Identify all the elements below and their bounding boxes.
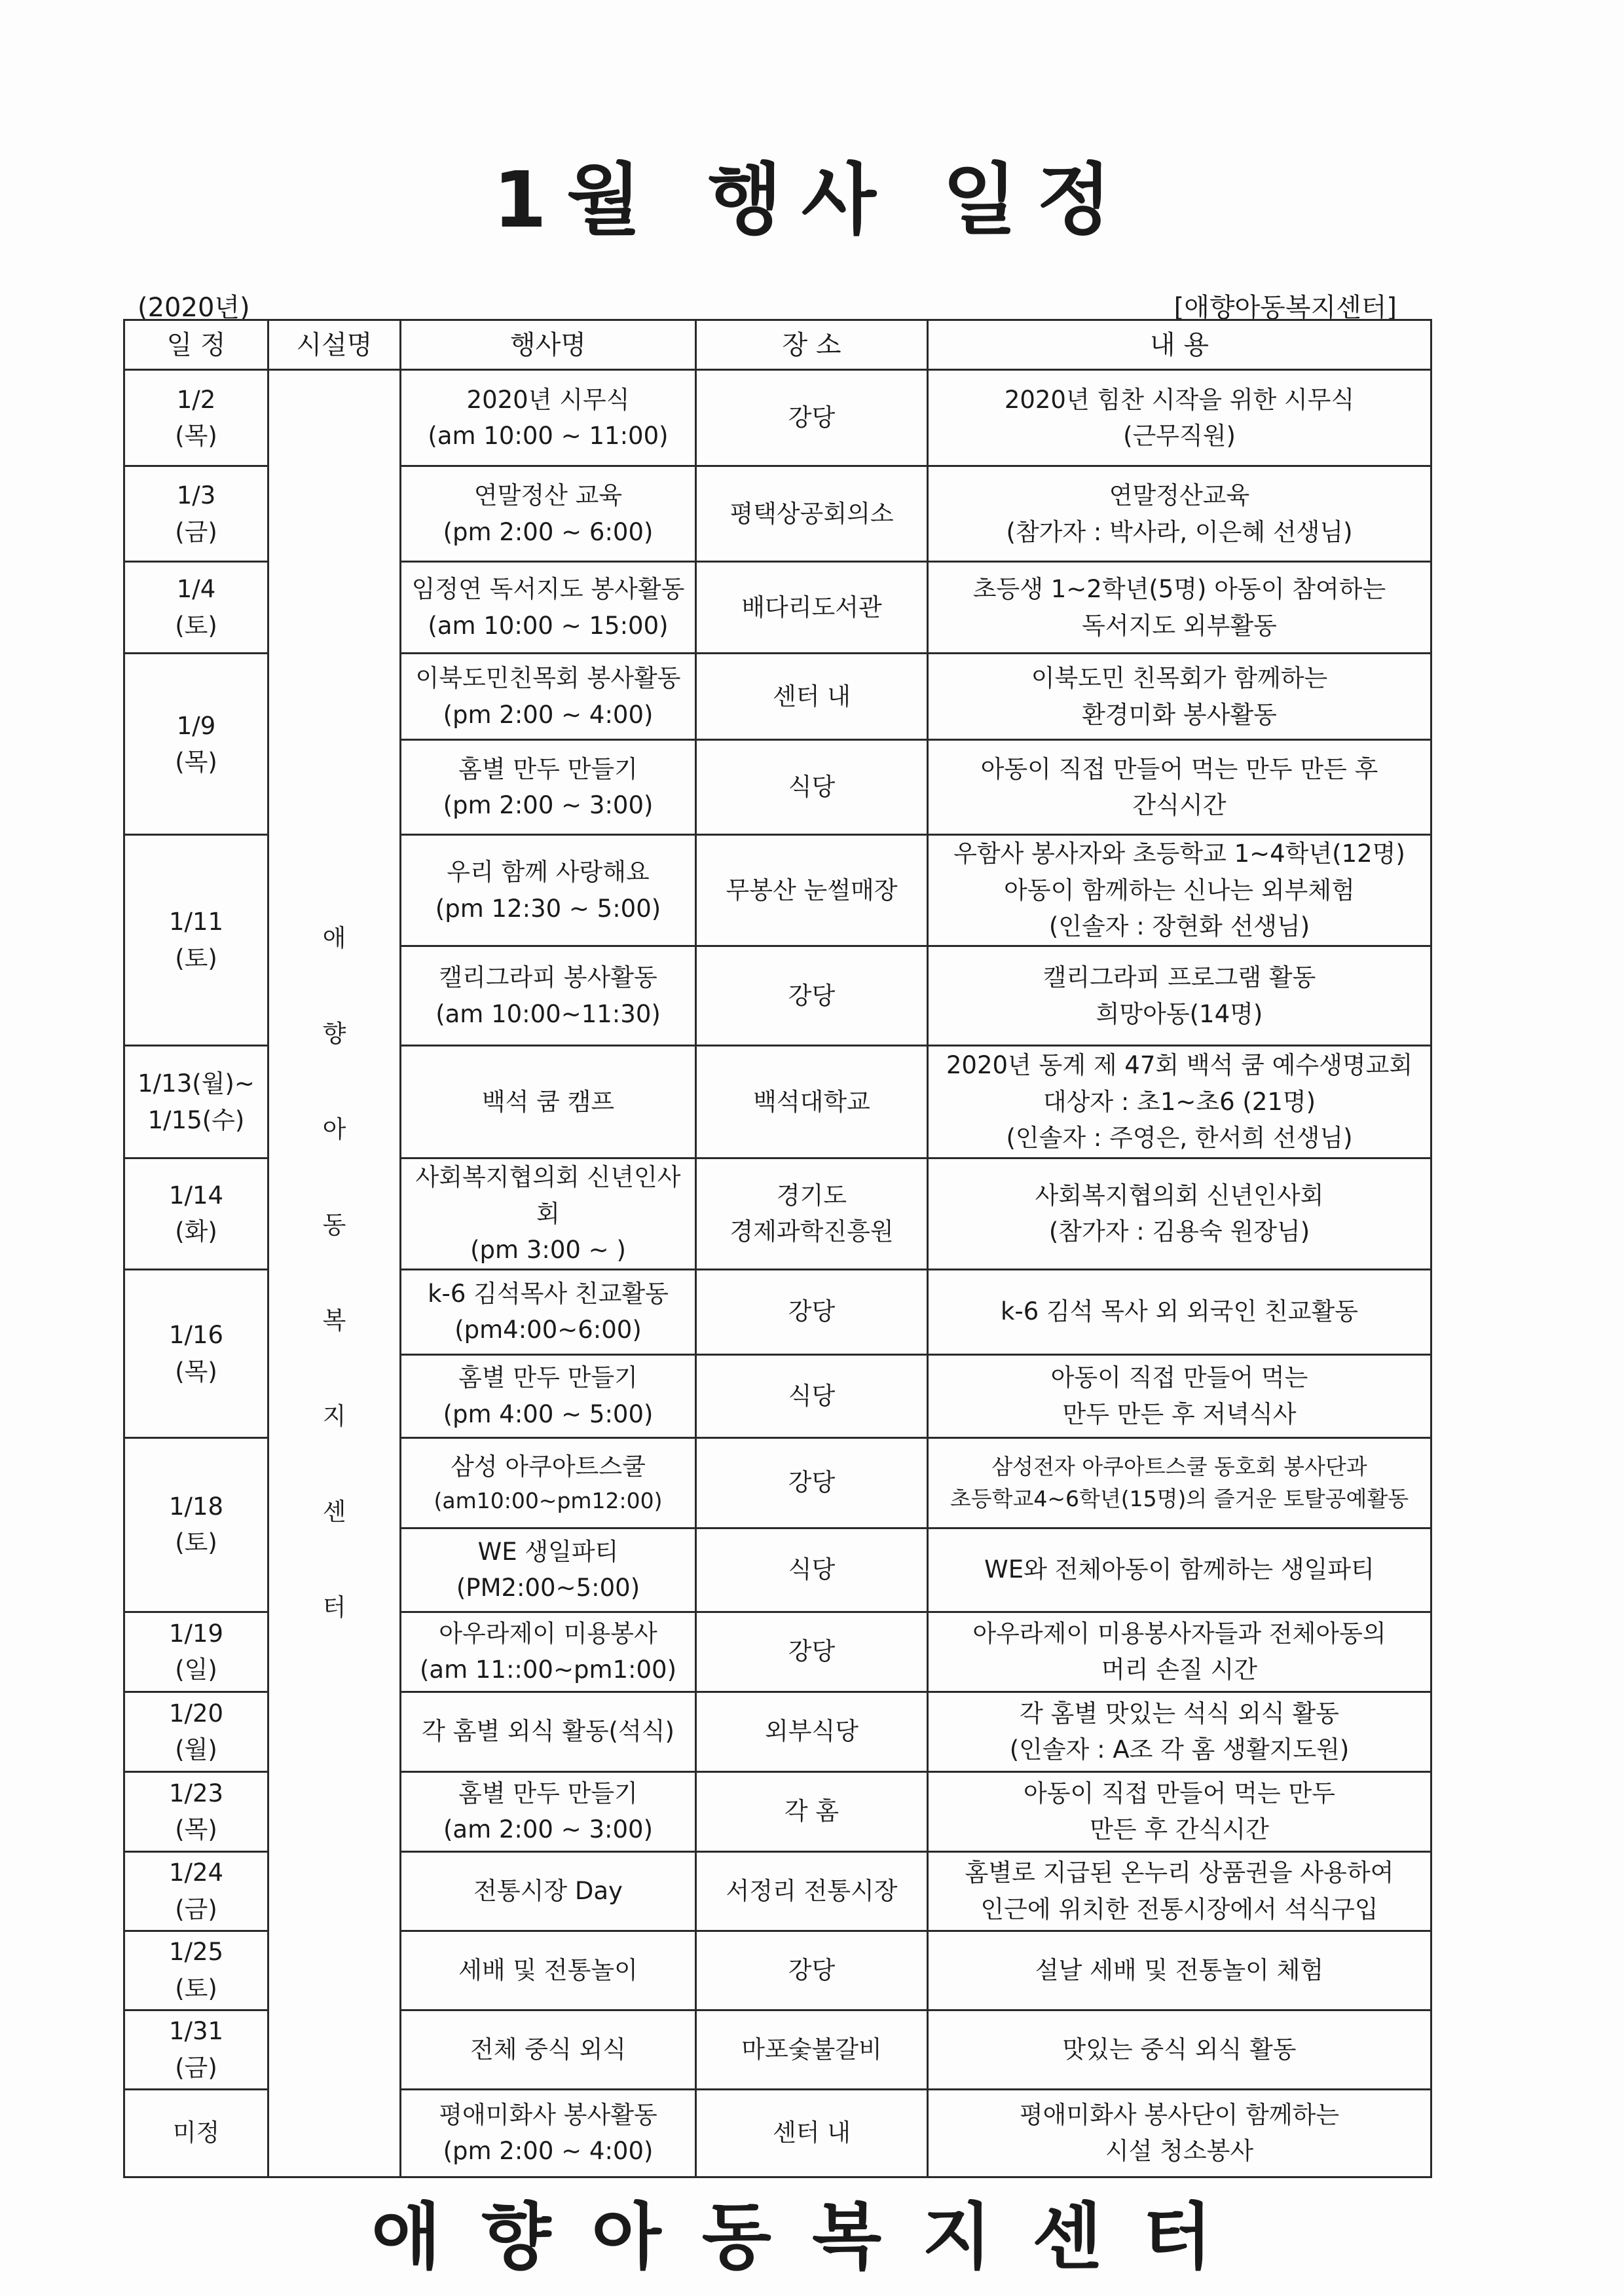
- event-cell: 백석 쿰 캠프: [401, 1046, 696, 1158]
- date-cell: 1/14 (화): [124, 1158, 268, 1270]
- place-cell: 평택상공회의소: [696, 466, 928, 562]
- content-cell: 평애미화사 봉사단이 함께하는 시설 청소봉사: [928, 2089, 1431, 2177]
- content-cell: 초등생 1~2학년(5명) 아동이 참여하는 독서지도 외부활동: [928, 562, 1431, 654]
- date-cell: 1/31 (금): [124, 2010, 268, 2089]
- event-cell: 우리 함께 사랑해요 (pm 12:30 ~ 5:00): [401, 835, 696, 946]
- schedule-table: [123, 319, 1432, 2178]
- content-cell: 아우라제이 미용봉사자들과 전체아동의 머리 손질 시간: [928, 1612, 1431, 1692]
- date-cell: 1/3 (금): [124, 466, 268, 562]
- content-cell: 아동이 직접 만들어 먹는 만두 만든 후 간식시간: [928, 1771, 1431, 1851]
- place-cell: 강당: [696, 370, 928, 466]
- event-cell: 각 홈별 외식 활동(석식): [401, 1692, 696, 1771]
- event-cell: 2020년 시무식 (am 10:00 ~ 11:00): [401, 370, 696, 466]
- content-cell: 사회복지협의회 신년인사회 (참가자 : 김용숙 원장님): [928, 1158, 1431, 1270]
- header-place: 장 소: [696, 320, 928, 370]
- content-cell: k-6 김석 목사 외 외국인 친교활동: [928, 1269, 1431, 1354]
- place-cell: 경기도 경제과학진흥원: [696, 1158, 928, 1270]
- content-cell: 연말정산교육 (참가자 : 박사라, 이은혜 선생님): [928, 466, 1431, 562]
- event-cell: k-6 김석목사 친교활동 (pm4:00~6:00): [401, 1269, 696, 1354]
- content-cell: 설날 세배 및 전통놀이 체험: [928, 1931, 1431, 2010]
- place-cell: 백석대학교: [696, 1046, 928, 1158]
- content-cell: 홈별로 지급된 온누리 상품권을 사용하여 인근에 위치한 전통시장에서 석식구입: [928, 1851, 1431, 1931]
- place-cell: 무봉산 눈썰매장: [696, 835, 928, 946]
- event-cell: 홈별 만두 만들기 (pm 2:00 ~ 3:00): [401, 740, 696, 835]
- footer-organization: 애향아동복지센터: [371, 2195, 1253, 2279]
- place-cell: 강당: [696, 1269, 928, 1354]
- event-cell: 캘리그라피 봉사활동 (am 10:00~11:30): [401, 946, 696, 1046]
- event-cell: 이북도민친목회 봉사활동 (pm 2:00 ~ 4:00): [401, 654, 696, 740]
- content-cell: 아동이 직접 만들어 먹는 만두 만든 후 간식시간: [928, 740, 1431, 835]
- content-cell: 캘리그라피 프로그램 활동 희망아동(14명): [928, 946, 1431, 1046]
- event-cell: 전통시장 Day: [401, 1851, 696, 1931]
- content-cell: 2020년 힘찬 시작을 위한 시무식 (근무직원): [928, 370, 1431, 466]
- date-cell: 1/9 (목): [124, 654, 268, 835]
- date-cell: 1/23 (목): [124, 1771, 268, 1851]
- event-cell: 사회복지협의회 신년인사회 (pm 3:00 ~ ): [401, 1158, 696, 1270]
- event-cell: 연말정산 교육 (pm 2:00 ~ 6:00): [401, 466, 696, 562]
- date-cell: 1/13(월)~ 1/15(수): [124, 1046, 268, 1158]
- date-cell: 1/4 (토): [124, 562, 268, 654]
- place-cell: 강당: [696, 1437, 928, 1528]
- date-cell: 1/24 (금): [124, 1851, 268, 1931]
- event-cell: WE 생일파티 (PM2:00~5:00): [401, 1528, 696, 1612]
- table-row: [124, 370, 1431, 466]
- place-cell: 식당: [696, 1528, 928, 1612]
- place-cell: 서정리 전통시장: [696, 1851, 928, 1931]
- place-cell: 배다리도서관: [696, 562, 928, 654]
- header-event: 행사명: [401, 320, 696, 370]
- header-facility: 시설명: [268, 320, 401, 370]
- date-cell: 1/11 (토): [124, 835, 268, 1046]
- year-label: (2020년): [138, 293, 250, 323]
- date-cell: 1/19 (일): [124, 1612, 268, 1692]
- date-cell: 1/2 (목): [124, 370, 268, 466]
- content-cell: 맛있는 중식 외식 활동: [928, 2010, 1431, 2089]
- place-cell: 마포숯불갈비: [696, 2010, 928, 2089]
- event-cell: 홈별 만두 만들기 (pm 4:00 ~ 5:00): [401, 1354, 696, 1437]
- content-cell: 각 홈별 맛있는 석식 외식 활동 (인솔자 : A조 각 홈 생활지도원): [928, 1692, 1431, 1771]
- place-cell: 식당: [696, 740, 928, 835]
- event-cell: 홈별 만두 만들기 (am 2:00 ~ 3:00): [401, 1771, 696, 1851]
- place-cell: 센터 내: [696, 2089, 928, 2177]
- place-cell: 센터 내: [696, 654, 928, 740]
- event-cell: 세배 및 전통놀이: [401, 1931, 696, 2010]
- event-cell: 임정연 독서지도 봉사활동 (am 10:00 ~ 15:00): [401, 562, 696, 654]
- date-cell: 1/20 (월): [124, 1692, 268, 1771]
- content-cell: 2020년 동계 제 47회 백석 쿰 예수생명교회 대상자 : 초1~초6 (21명) (인솔자 : 주영은, 한서희 선생님): [928, 1046, 1431, 1158]
- header-row: [124, 320, 1431, 370]
- content-cell: 삼성전자 아쿠아트스쿨 동호회 봉사단과 초등학교4~6학년(15명)의 즐거운 토탈공예활동: [928, 1437, 1431, 1528]
- place-cell: 식당: [696, 1354, 928, 1437]
- content-cell: 아동이 직접 만들어 먹는 만두 만든 후 저녁식사: [928, 1354, 1431, 1437]
- facility-cell: 애 향 아 동 복 지 센 터: [268, 370, 401, 2177]
- content-cell: WE와 전체아동이 함께하는 생일파티: [928, 1528, 1431, 1612]
- content-cell: 이북도민 친목회가 함께하는 환경미화 봉사활동: [928, 654, 1431, 740]
- content-cell: 우함사 봉사자와 초등학교 1~4학년(12명) 아동이 함께하는 신나는 외부체험 (인솔자 : 장현화 선생님): [928, 835, 1431, 946]
- event-cell: 삼성 아쿠아트스쿨 (am10:00~pm12:00): [401, 1437, 696, 1528]
- event-cell: 전체 중식 외식: [401, 2010, 696, 2089]
- page-title: 1월 행사 일정: [492, 155, 1132, 245]
- date-cell: 1/18 (토): [124, 1437, 268, 1612]
- place-cell: 강당: [696, 946, 928, 1046]
- place-cell: 각 홈: [696, 1771, 928, 1851]
- place-cell: 외부식당: [696, 1692, 928, 1771]
- date-cell: 1/16 (목): [124, 1269, 268, 1437]
- date-cell: 미정: [124, 2089, 268, 2177]
- date-cell: 1/25 (토): [124, 1931, 268, 2010]
- header-date: 일 정: [124, 320, 268, 370]
- place-cell: 강당: [696, 1612, 928, 1692]
- event-cell: 평애미화사 봉사활동 (pm 2:00 ~ 4:00): [401, 2089, 696, 2177]
- header-content: 내 용: [928, 320, 1431, 370]
- organization-label: [애향아동복지센터]: [1173, 293, 1397, 323]
- event-cell: 아우라제이 미용봉사 (am 11::00~pm1:00): [401, 1612, 696, 1692]
- place-cell: 강당: [696, 1931, 928, 2010]
